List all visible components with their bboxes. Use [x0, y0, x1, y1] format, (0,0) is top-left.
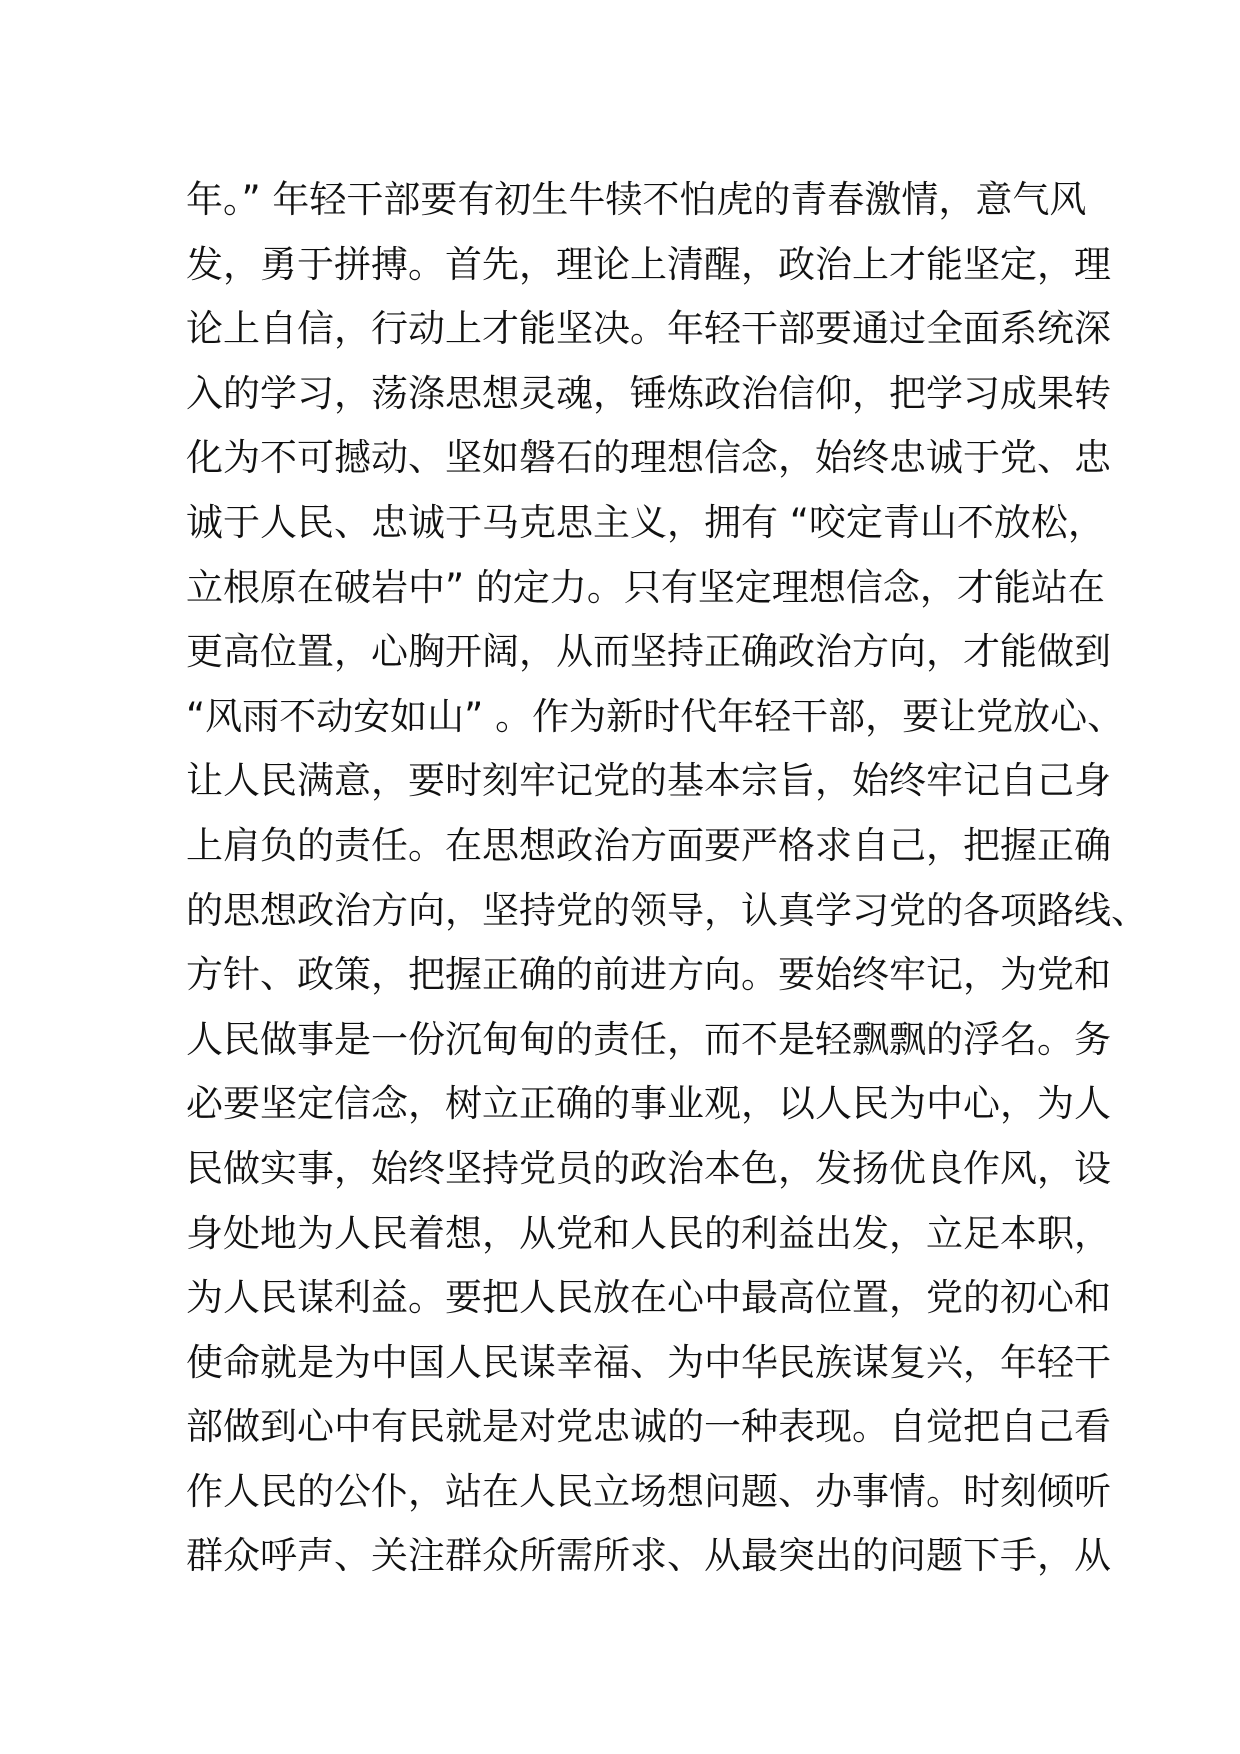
text-line: “风雨不动安如山” 。作为新时代年轻干部，要让党放心、 — [186, 694, 1125, 738]
text-line: 年。” 年轻干部要有初生牛犊不怕虎的青春激情，意气风 — [186, 178, 1087, 221]
text-line: 上肩负的责任。在思想政治方面要严格求自己，把握正确 — [186, 823, 1111, 867]
text-line: 的思想政治方向，坚持党的领导，认真学习党的各项路线、 — [186, 888, 1148, 932]
text-line: 方针、政策，把握正确的前进方向。要始终牢记，为党和 — [186, 953, 1111, 997]
text-line: 群众呼声、关注群众所需所求、从最突出的问题下手，从 — [186, 1534, 1111, 1578]
text-line: 人民做事是一份沉甸甸的责任，而不是轻飘飘的浮名。务 — [186, 1017, 1111, 1061]
text-line: 更高位置，心胸开阔，从而坚持正确政治方向，才能做到 — [186, 630, 1111, 674]
text-line: 为人民谋利益。要把人民放在心中最高位置，党的初心和 — [186, 1276, 1111, 1320]
text-line: 使命就是为中国人民谋幸福、为中华民族谋复兴，年轻干 — [186, 1340, 1111, 1384]
body-text — [186, 168, 1148, 1589]
text-line: 必要坚定信念，树立正确的事业观，以人民为中心，为人 — [186, 1082, 1111, 1126]
text-line: 发，勇于拼搏。首先，理论上清醒，政治上才能坚定，理 — [186, 242, 1111, 286]
text-line: 让人民满意，要时刻牢记党的基本宗旨，始终牢记自己身 — [186, 759, 1111, 803]
text-line: 身处地为人民着想，从党和人民的利益出发，立足本职， — [186, 1211, 1111, 1255]
text-line: 部做到心中有民就是对党忠诚的一种表现。自觉把自己看 — [186, 1405, 1111, 1449]
text-line: 立根原在破岩中” 的定力。只有坚定理想信念，才能站在 — [186, 565, 1105, 609]
text-line: 化为不可撼动、坚如磐石的理想信念，始终忠诚于党、忠 — [186, 436, 1111, 480]
text-line: 作人民的公仆，站在人民立场想问题、办事情。时刻倾听 — [186, 1469, 1111, 1513]
text-line: 诚于人民、忠诚于马克思主义，拥有 “咬定青山不放松， — [186, 500, 1105, 544]
text-line: 论上自信，行动上才能坚决。年轻干部要通过全面系统深 — [186, 307, 1111, 351]
text-line: 民做实事，始终坚持党员的政治本色，发扬优良作风，设 — [186, 1146, 1111, 1190]
text-line: 入的学习，荡涤思想灵魂，锤炼政治信仰，把学习成果转 — [186, 371, 1111, 415]
